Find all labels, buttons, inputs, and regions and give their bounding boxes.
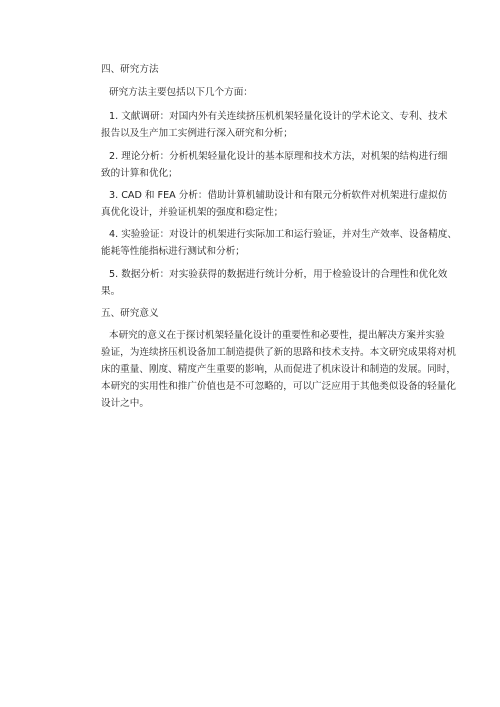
significance-paragraph: 本研究的意义在于探讨机架轻量化设计的重要性和必要性，提出解决方案并实验 验证，为连续挤压机设备加工制造提供了新的思路和技术支持。本文研究成果将对机 床的重量、刚度、精度产生重要的影响，从而促进了机床设计和制造的发展。同时， 本研究的实用性和推广价值也是不可忽略的，可以广泛应用于其他类似设备的轻量化 设计之中。 [101,330,456,409]
methods-item-cad-fea: 3. CAD 和 FEA 分析：借助计算机辅助设计和有限元分析软件对机架进行虚拟仿 真优化设计，并验证机架的强度和稳定性； [101,190,448,218]
methods-item-theory: 2. 理论分析：分析机架轻量化设计的基本原理和技术方法，对机架的结构进行细 致的计算和优化； [101,151,448,179]
methods-item-experiment: 4. 实验验证：对设计的机架进行实际加工和运行验证，并对生产效率、设备精度、 能耗等性能指标进行测试和分析； [101,229,457,257]
methods-item-literature: 1. 文献调研：对国内外有关连续挤压机机架轻量化设计的学术论文、专利、技术 报告以及生产加工实例进行深入研究和分析； [101,111,448,139]
section-heading-significance: 五、研究意义 [101,308,159,319]
section-heading-methods: 四、研究方法 [101,64,159,75]
methods-item-data: 5. 数据分析：对实验获得的数据进行统计分析，用于检验设计的合理性和优化效 果。 [101,269,448,297]
methods-intro: 研究方法主要包括以下几个方面： [109,87,253,98]
